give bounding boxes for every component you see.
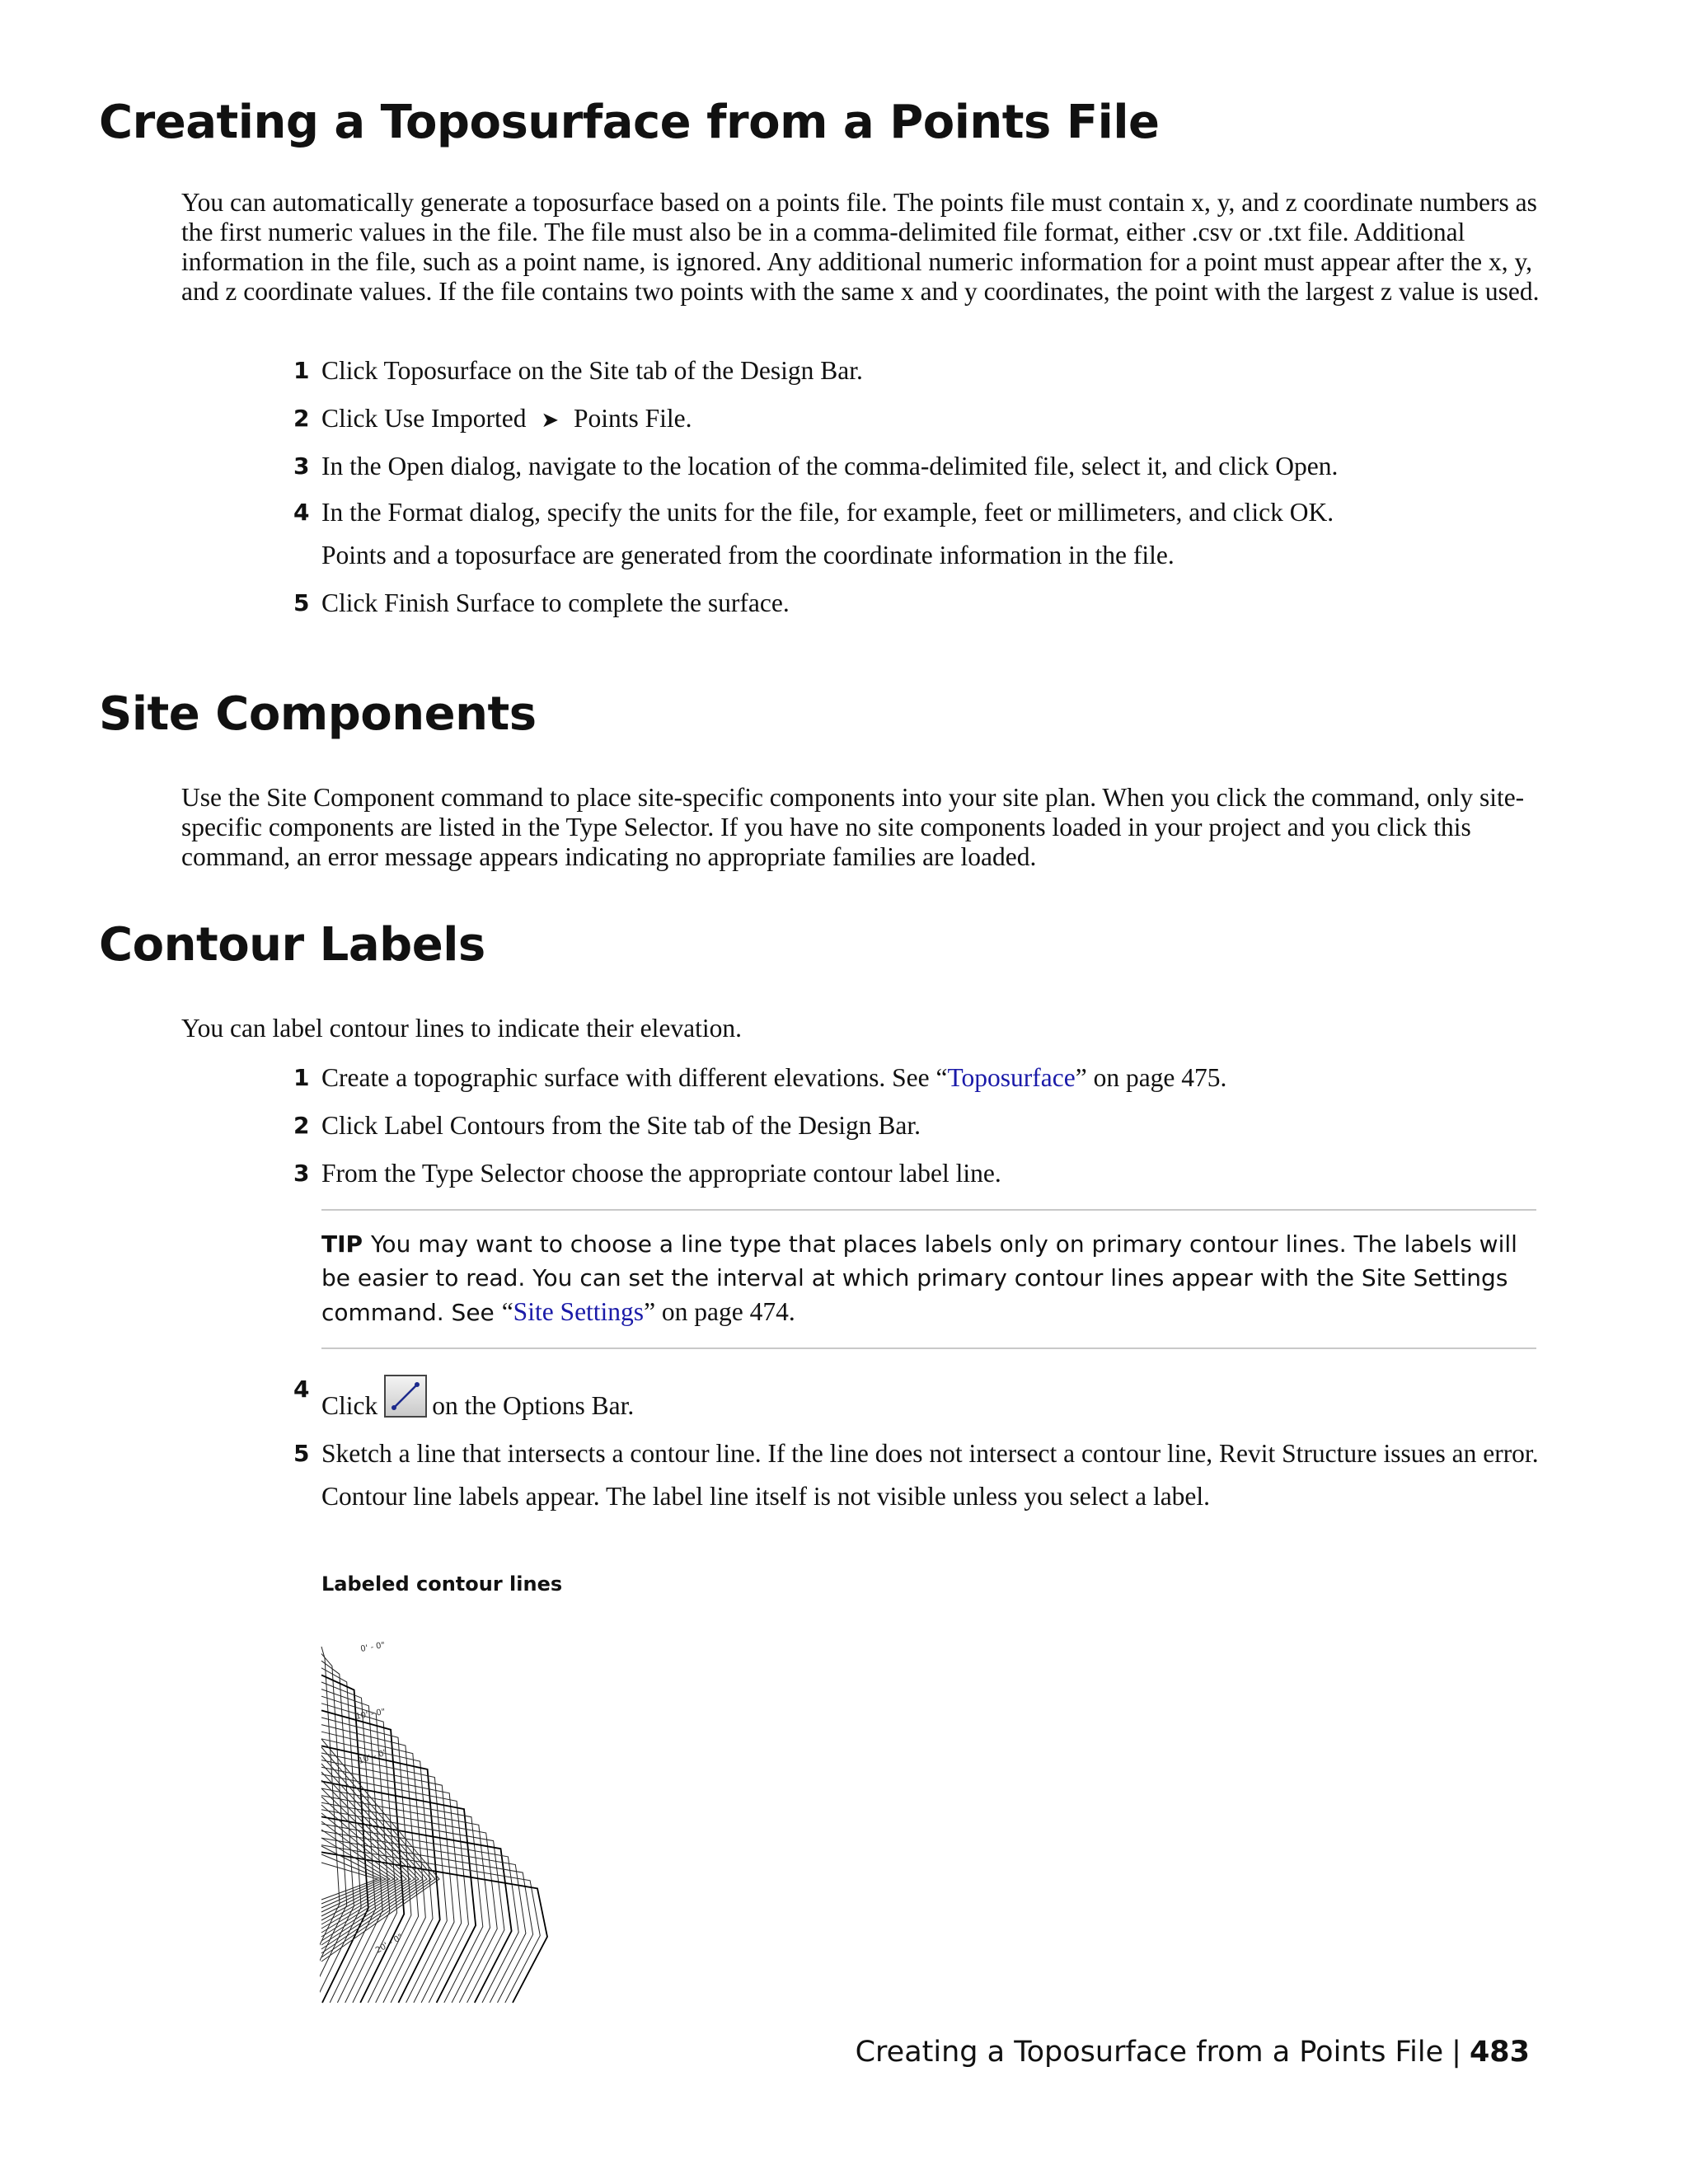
page-number: 483 bbox=[1469, 2036, 1530, 2069]
step-number: 5 bbox=[293, 1440, 310, 1467]
draw-line-icon[interactable] bbox=[384, 1375, 427, 1418]
step-text: Click Use Imported bbox=[321, 404, 527, 433]
step-number: 3 bbox=[293, 1160, 310, 1187]
step-result: Points and a toposurface are generated from the coordinate information in the file. bbox=[321, 541, 1175, 569]
contour-figure bbox=[320, 1640, 567, 2011]
paragraph-contour-intro: You can label contour lines to indicate their elevation. bbox=[181, 1014, 742, 1043]
step-text: Click Toposurface on the Site tab of the Design Bar. bbox=[321, 356, 863, 385]
tip-box bbox=[321, 1209, 1536, 1349]
step-number: 1 bbox=[293, 357, 310, 384]
step-number: 2 bbox=[293, 405, 310, 432]
tip-label: TIP bbox=[321, 1230, 363, 1258]
step-number: 4 bbox=[293, 1376, 310, 1403]
contour-chevron bbox=[321, 1813, 402, 1924]
step-3 bbox=[293, 1159, 1541, 1188]
step-number: 3 bbox=[293, 452, 310, 480]
contour-chevron bbox=[321, 1863, 377, 1900]
heading-contour-labels: Contour Labels bbox=[99, 918, 485, 972]
contour-label[interactable]: 0' - 0" bbox=[359, 1640, 387, 1654]
running-title: Creating a Toposurface from a Points File bbox=[855, 2036, 1444, 2069]
steps-contour-b bbox=[293, 1375, 1541, 1511]
step-text: Sketch a line that intersects a contour line. If the line does not intersect a contour line, Revit Structure issues an error. bbox=[321, 1439, 1539, 1468]
paragraph-toposurface-intro: You can automatically generate a toposurface based on a points file. The points file must contain x, y, and z coordinate numbers as the first numeric values in the file. The file must also be in a comma-delimited file format, either .csv or .txt file. Additional information in the file, such as a point name, is ignored. Any additional numeric information for a point must appear after the x, y, and z coordinate values. If the file contains two points with the same x and y coordinates, the point with the largest z value is used. bbox=[181, 188, 1540, 306]
tip-after: ” on page 474. bbox=[644, 1297, 795, 1326]
tip-body: You may want to choose a line type that places labels only on primary contour lines. The labels will be easier to read. You can set the interval at which primary contour lines appear with the Site Settings command. See bbox=[321, 1230, 1517, 1326]
paragraph-site-components: Use the Site Component command to place site-specific components into your site plan. When you click the command, only site-specific components are listed in the Type Selector. If you have no site components loaded in your project and you click this command, an error message appears indicating no appropriate families are loaded. bbox=[181, 783, 1525, 871]
step-1 bbox=[293, 356, 1541, 386]
step-number: 5 bbox=[293, 589, 310, 616]
step-text: on the Options Bar. bbox=[432, 1391, 635, 1420]
step-text: From the Type Selector choose the appropriate contour label line. bbox=[321, 1159, 1001, 1188]
step-5 bbox=[293, 1439, 1541, 1511]
page-footer bbox=[856, 2036, 1530, 2069]
step-4 bbox=[293, 1375, 1541, 1421]
step-text: Click bbox=[321, 1391, 378, 1420]
menu-arrow-icon: ➤ bbox=[541, 408, 560, 433]
step-text: Click Finish Surface to complete the surface. bbox=[321, 588, 790, 617]
steps-toposurface bbox=[293, 356, 1541, 618]
step-text: In the Open dialog, navigate to the location of the comma-delimited file, select it, and click Open. bbox=[321, 452, 1339, 480]
contour-line bbox=[321, 1696, 390, 2003]
step-text: ” on page 475. bbox=[1075, 1063, 1227, 1092]
step-1 bbox=[293, 1063, 1541, 1093]
link-site-settings[interactable]: Site Settings bbox=[513, 1297, 645, 1326]
contour-line bbox=[321, 1690, 382, 2003]
step-text: In the Format dialog, specify the units for the file, for example, feet or millimeters, and click OK. bbox=[321, 498, 1334, 527]
step-3 bbox=[293, 452, 1541, 481]
tip-quote-open: “ bbox=[501, 1297, 513, 1326]
figure-caption: Labeled contour lines bbox=[321, 1572, 563, 1596]
step-number: 2 bbox=[293, 1112, 310, 1139]
step-text: Create a topographic surface with different elevations. See “ bbox=[321, 1063, 948, 1092]
step-2 bbox=[293, 1111, 1541, 1141]
step-result: Contour line labels appear. The label line itself is not visible unless you select a label. bbox=[321, 1482, 1211, 1511]
step-number: 4 bbox=[293, 499, 310, 526]
contour-line bbox=[320, 1654, 347, 2003]
link-toposurface[interactable]: Toposurface bbox=[947, 1063, 1076, 1092]
tip-text bbox=[321, 1227, 1536, 1329]
contour-line bbox=[320, 1647, 340, 2003]
footer-separator: | bbox=[1451, 2036, 1461, 2069]
step-2 bbox=[293, 404, 1541, 435]
step-text: Click Label Contours from the Site tab of the Design Bar. bbox=[321, 1111, 921, 1140]
contour-label[interactable]: 10' - 0" bbox=[354, 1707, 387, 1722]
step-number: 1 bbox=[293, 1064, 310, 1091]
steps-contour-a bbox=[293, 1063, 1541, 1188]
step-4 bbox=[293, 498, 1541, 570]
contour-lines-image bbox=[320, 1640, 567, 2011]
contour-label[interactable]: 20' - 0" bbox=[374, 1932, 406, 1956]
contour-line bbox=[321, 1852, 547, 2003]
step-text: Points File. bbox=[574, 404, 692, 433]
heading-creating-toposurface: Creating a Toposurface from a Points File bbox=[99, 96, 1160, 149]
contour-label[interactable]: 10' - 0" bbox=[357, 1748, 389, 1766]
step-5 bbox=[293, 588, 1541, 618]
heading-site-components: Site Components bbox=[99, 687, 537, 741]
